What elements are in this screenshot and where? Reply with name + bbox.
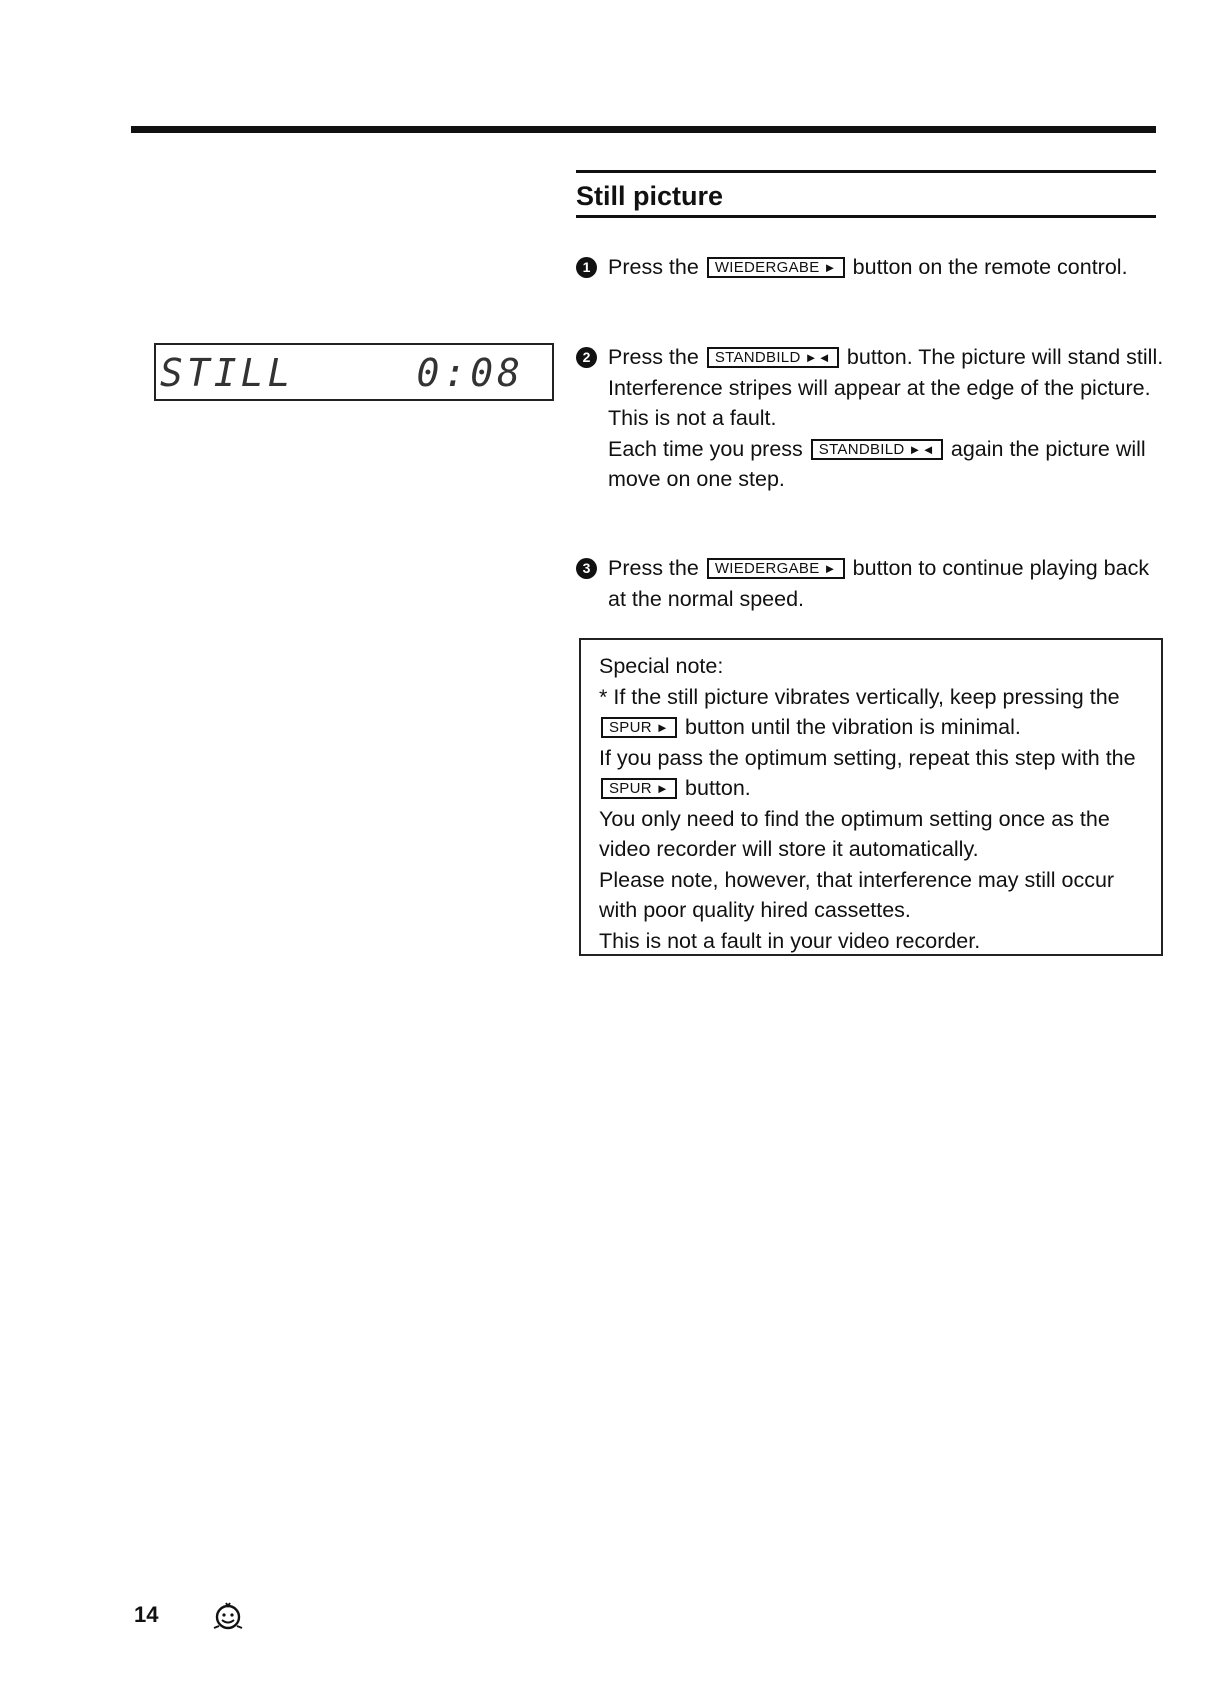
note-line-2-post: button.	[685, 776, 751, 800]
still-frame-icon: ►◄	[804, 350, 831, 365]
step-number-2: 2	[576, 347, 597, 368]
spur-button-label: SPUR	[609, 780, 652, 797]
spur-button[interactable]	[601, 717, 677, 738]
wiedergabe-button[interactable]	[707, 257, 845, 278]
step-2-line-3-pre: Each time you press	[608, 436, 803, 461]
standbild-button[interactable]	[707, 347, 839, 368]
still-frame-icon: ►◄	[908, 441, 935, 457]
note-line-4: Please note, however, that interference may still occur with poor quality hired cassettes.	[599, 867, 1115, 922]
standbild-button-2[interactable]	[811, 439, 943, 460]
note-line-1-post: button until the vibration is minimal.	[685, 715, 1021, 739]
step-2-line-3-post: again the picture will move on one step.	[608, 436, 1146, 491]
special-note-box	[579, 638, 1163, 956]
display-panel	[154, 343, 554, 401]
step-3	[576, 553, 1166, 614]
note-line-1-pre: * If the still picture vibrates vertically, keep pressing the	[599, 684, 1120, 709]
standbild-button-label: STANDBILD	[714, 349, 801, 366]
play-icon: ►	[823, 561, 837, 576]
step-3-text-pre: Press the	[608, 556, 699, 580]
step-1-text-pre: Press the	[608, 255, 699, 279]
top-rule	[131, 126, 1156, 133]
tracking-icon: ►	[655, 720, 670, 735]
wiedergabe-button-label: WIEDERGABE	[714, 560, 820, 577]
language-face-icon	[210, 1598, 246, 1634]
spur-button-label: SPUR	[609, 719, 652, 736]
step-1	[576, 252, 1166, 283]
title-rule-bottom	[576, 215, 1156, 218]
display-counter: 0:08	[416, 351, 524, 395]
tracking-icon: ►	[655, 781, 670, 796]
section-title: Still picture	[576, 181, 724, 211]
note-line-5: This is not a fault in your video recorder.	[599, 928, 981, 953]
step-number-1: 1	[576, 257, 597, 278]
title-rule-top	[576, 170, 1156, 173]
step-2-line-2: Interference stripes will appear at the edge of the picture. This is not a fault.	[608, 375, 1151, 430]
step-3-text-post: button to continue playing back at the normal speed.	[608, 556, 1150, 611]
note-line-3: You only need to find the optimum setting once as the video recorder will store it automatically.	[599, 806, 1110, 861]
step-number-3: 3	[576, 558, 597, 579]
note-line-2-pre: If you pass the optimum setting, repeat this step with the	[599, 745, 1136, 770]
wiedergabe-button-2[interactable]	[707, 558, 845, 579]
step-2	[576, 342, 1166, 495]
display-mode-text: STILL	[160, 351, 295, 395]
spur-button-2[interactable]	[601, 778, 677, 799]
wiedergabe-button-label: WIEDERGABE	[714, 259, 820, 276]
step-2-text-pre: Press the	[608, 345, 699, 369]
note-heading: Special note:	[599, 654, 724, 678]
step-2-text-post: button. The picture will stand still.	[846, 345, 1164, 369]
standbild-button-label: STANDBILD	[818, 440, 905, 458]
play-icon: ►	[823, 260, 837, 275]
step-1-text-post: button on the remote control.	[852, 255, 1128, 279]
page-number: 14	[134, 1602, 159, 1627]
